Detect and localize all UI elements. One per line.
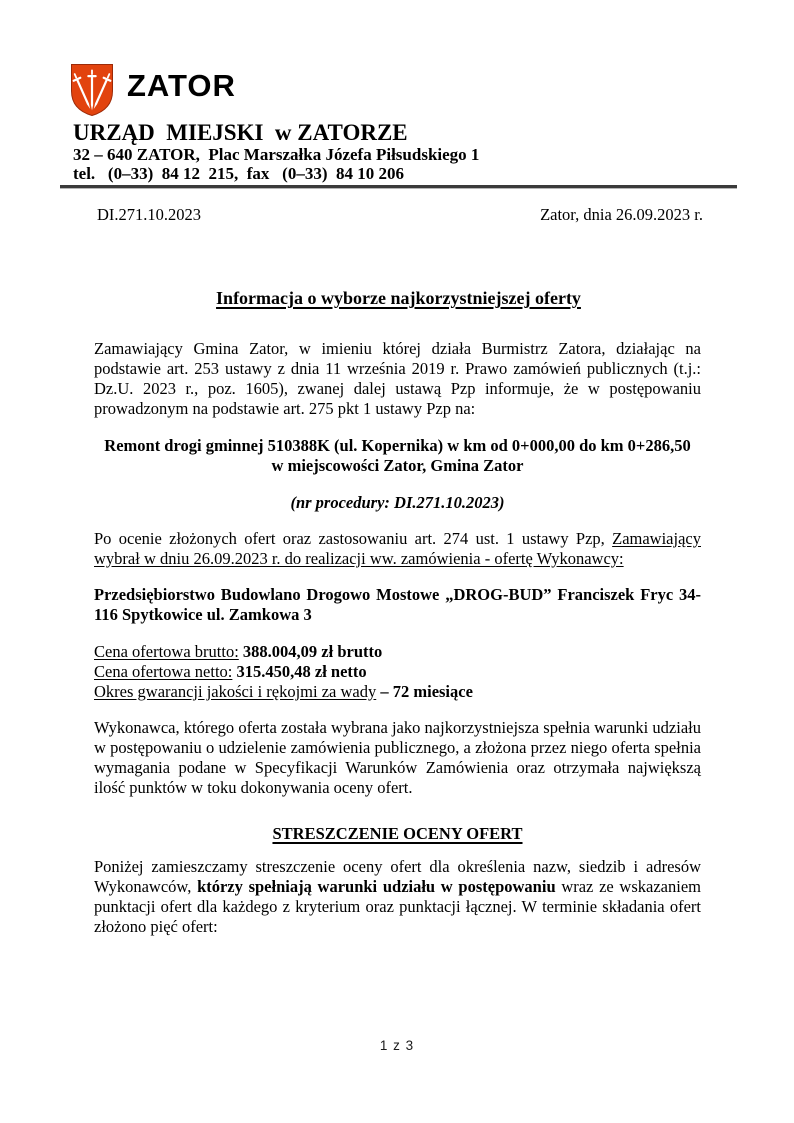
selection-paragraph-underlined: Zamawiający wybrał w dniu 26.09.2023 r. do realizacji ww. zamówienia - ofertę Wykonawcy:	[94, 528, 701, 568]
selection-paragraph-normal: Po ocenie złożonych ofert oraz zastosowaniu art. 274 ust. 1 ustawy Pzp,	[94, 528, 613, 548]
intro-paragraph: Zamawiający Gmina Zator, w imieniu której działa Burmistrz Zatora, działając na podstawie art. 253 ustawy z dnia 11 września 2019 r. Prawo zamówień publicznych (t.j.: Dz.U. 2023 r., poz. 1605), zwanej dalej ustawą Pzp informuje, że w postępowaniu prowadzonym na podstawie art. 275 pkt 1 ustawy Pzp na:	[94, 339, 701, 418]
letterhead-logo-row	[70, 0, 737, 116]
procedure-number-line: (nr procedury: DI.271.10.2023)	[290, 492, 505, 512]
offer-detail-label: Okres gwarancji jakości i rękojmi za wady	[94, 681, 377, 701]
place-and-date: Zator, dnia 26.09.2023 r.	[540, 205, 703, 224]
zator-coat-of-arms-icon	[70, 63, 114, 117]
justification-paragraph: Wykonawca, którego oferta została wybrana jako najkorzystniejsza spełnia warunki udziału w postępowaniu o udzielenie zamówienia publicznego, a złożona przez niego oferta spełnia wymagania podane w Specyfikacji Warunków Zamówienia oraz otrzymała największą ilość punktów w toku dokonywania oceny ofert.	[94, 717, 701, 797]
offer-detail-row	[94, 662, 701, 682]
offer-detail-value: – 72 miesiące	[380, 681, 473, 701]
document-title	[60, 287, 737, 309]
summary-paragraph-bold: którzy spełniają warunki udziału w postępowaniu	[197, 876, 556, 896]
logo-wordmark: ZATOR	[127, 68, 236, 103]
offer-detail-value: 315.450,48 zł netto	[236, 661, 367, 681]
case-number: DI.271.10.2023	[97, 205, 202, 224]
offer-detail-row	[94, 642, 701, 662]
office-phone-fax: tel. (0–33) 84 12 215, fax (0–33) 84 10 206	[73, 164, 404, 183]
summary-heading	[94, 824, 701, 844]
document-title-text: Informacja o wyborze najkorzystniejszej oferty	[216, 288, 581, 308]
office-address: 32 – 640 ZATOR, Plac Marszałka Józefa Piłsudskiego 1	[73, 145, 480, 164]
page-number: 1 z 3	[379, 1038, 415, 1053]
contractor-name: Przedsiębiorstwo Budowlano Drogowo Mostowe „DROG-BUD” Franciszek Fryc 34-116 Spytkowice ul. Zamkowa 3	[94, 585, 701, 624]
subject-line-1: Remont drogi gminnej 510388K (ul. Kopernika) w km od 0+000,00 do km 0+286,50	[104, 435, 691, 455]
offer-detail-label: Cena ofertowa brutto:	[94, 641, 239, 661]
reference-row	[97, 205, 703, 225]
offer-detail-label: Cena ofertowa netto:	[94, 661, 233, 681]
summary-paragraph	[94, 857, 701, 937]
office-name: URZĄD MIEJSKI w ZATORZE	[73, 120, 408, 145]
summary-paragraph-after: wraz ze wskazaniem punktacji ofert dla każdego z kryterium oraz punktacji łącznej. W terminie składania ofert złożono pięć ofert:	[94, 876, 701, 936]
offer-detail-value: 388.004,09 zł brutto	[242, 641, 383, 661]
selection-paragraph	[94, 529, 701, 569]
letterhead-divider	[60, 185, 737, 189]
summary-heading-text: STRESZCZENIE OCENY OFERT	[272, 823, 523, 843]
summary-paragraph-before: Poniżej zamieszczamy streszczenie oceny ofert dla określenia nazw, siedzib i adresów Wykonawców,	[94, 856, 701, 896]
offer-detail-row	[94, 682, 701, 702]
offer-details-list	[94, 642, 701, 702]
subject-line-2: w miejscowości Zator, Gmina Zator	[271, 455, 524, 475]
